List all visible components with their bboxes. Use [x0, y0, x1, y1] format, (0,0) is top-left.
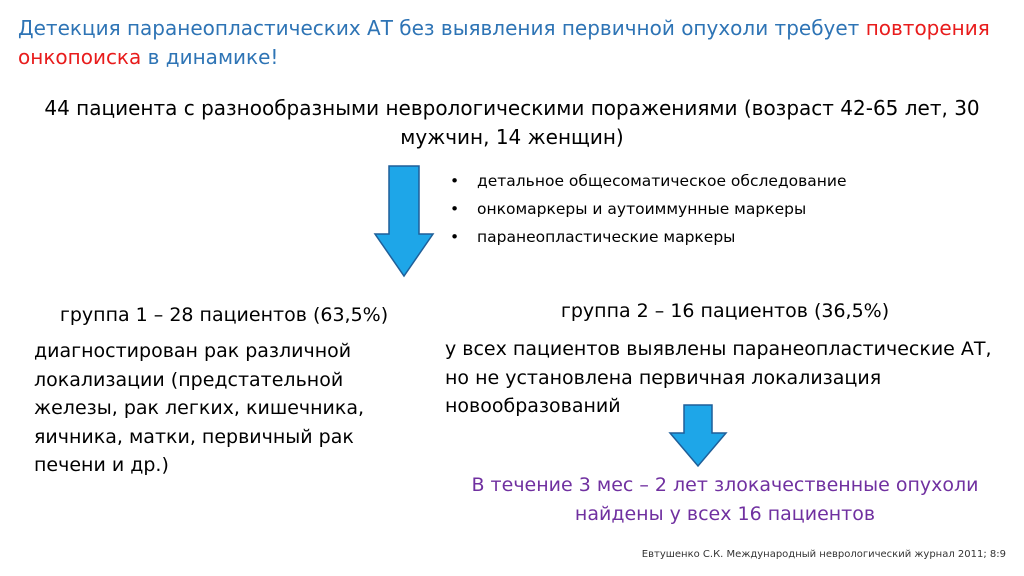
list-item [450, 170, 890, 192]
arrow-down-icon [373, 164, 435, 278]
title-text-end: в динамике! [141, 45, 279, 69]
citation: Евтушенко С.К. Международный неврологический журнал 2011; 8:9 [641, 549, 1006, 560]
group1-description: диагностирован рак различной локализации (предстательной железы, рак легких, кишечника, яичника, матки, первичный рак печени и др.) [34, 340, 365, 476]
title-highlight: повторения онкопоиска [18, 16, 990, 69]
bullet-icon: • [450, 172, 460, 190]
bullet-icon: • [450, 200, 460, 218]
arrow-down-shape [375, 166, 433, 276]
list-item-text: детальное общесоматическое обследование [477, 172, 847, 190]
intro-text: 44 пациента с разнообразными неврологическими поражениями (возраст 42-65 лет, 30 мужчин, 14 женщин) [44, 96, 980, 149]
arrow-down-icon [667, 403, 729, 469]
arrow-down-shape [670, 405, 726, 466]
slide-title [18, 14, 1018, 72]
list-item-text: онкомаркеры и аутоиммунные маркеры [477, 200, 807, 218]
list-item-text: паранеопластические маркеры [477, 228, 736, 246]
list-item [450, 198, 890, 220]
group1-heading: группа 1 – 28 пациентов (63,5%) [59, 304, 389, 326]
group2-description: у всех пациентов выявлены паранеопластические АТ, но не установлена первичная локализация новообразований [445, 338, 992, 417]
list-item [450, 226, 890, 248]
bullet-icon: • [450, 228, 460, 246]
result-text: В течение 3 мес – 2 лет злокачественные опухоли найдены у всех 16 пациентов [471, 474, 979, 525]
group2-heading: группа 2 – 16 пациентов (36,5%) [560, 300, 890, 322]
methods-list [450, 170, 890, 254]
title-text: Детекция паранеопластических АТ без выявления первичной опухоли требует [18, 16, 866, 40]
